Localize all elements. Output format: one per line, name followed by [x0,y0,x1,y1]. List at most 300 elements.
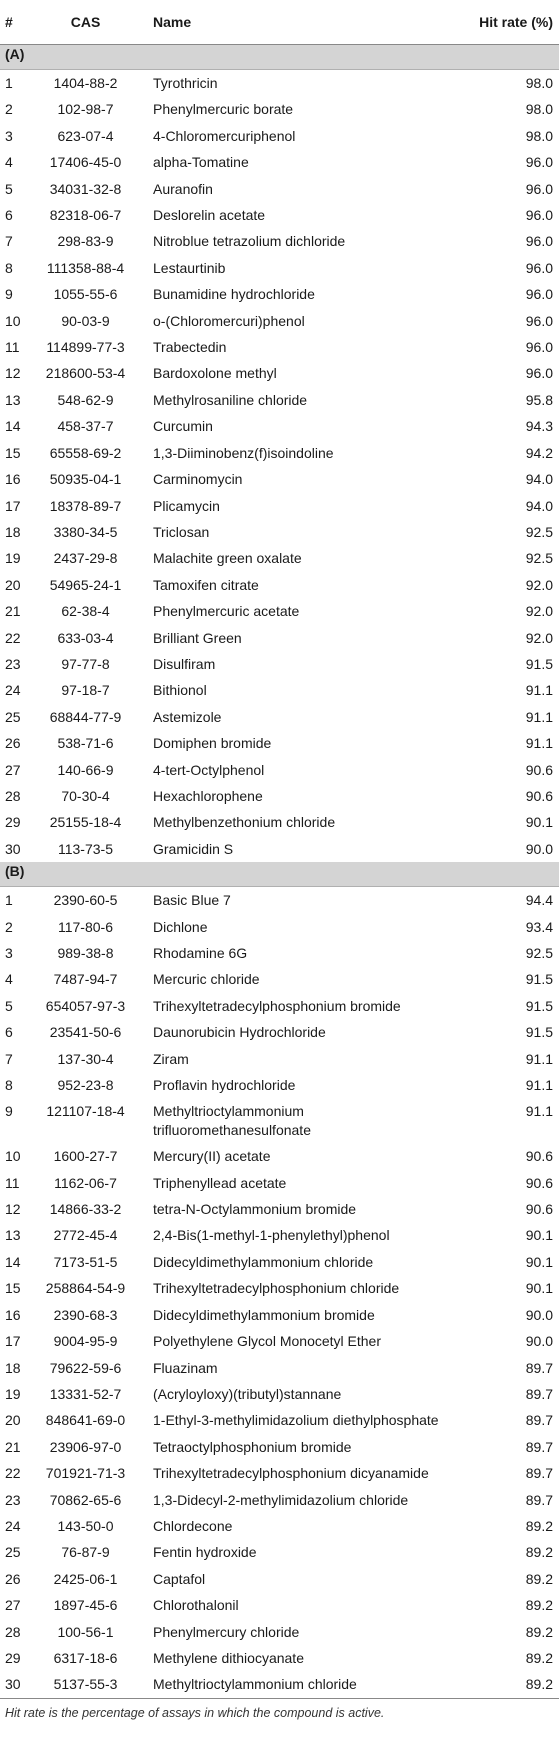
hit-rate: 92.5 [525,523,553,540]
table-row [0,202,559,228]
row-number: 3 [5,127,13,144]
compound-name: Bardoxolone methyl [153,365,277,382]
cas-number: 137-30-4 [57,1050,114,1067]
compound-name: Rhodamine 6G [153,945,248,961]
compound-name: Disulfiram [153,655,216,672]
table-row [0,598,559,624]
table-row [0,176,559,202]
table-row [0,1143,559,1169]
row-number: 6 [5,1024,13,1041]
row-number: 6 [5,207,13,224]
row-number: 9 [5,286,13,303]
compound-name: 1,3-Diiminobenz(f)isoindoline [153,444,334,461]
table-row [0,1249,559,1275]
table-row [0,1302,559,1328]
row-number: 7 [5,233,13,250]
compound-name: Didecyldimethylammonium bromide [153,1306,375,1323]
compound-name: Brilliant Green [153,629,242,646]
table-row [0,625,559,651]
table-row [0,1170,559,1196]
hit-rate: 92.0 [525,576,553,593]
table-row [0,1566,559,1592]
table-row [0,1381,559,1407]
table-row [0,704,559,730]
header-row [0,0,559,45]
cas-number: 140-66-9 [57,761,114,778]
table-row [0,1355,559,1381]
cas-number: 952-23-8 [57,1077,114,1094]
hit-rate: 89.7 [525,1359,553,1376]
cas-number: 7173-51-5 [53,1253,118,1270]
compound-name: Methylene dithiocyanate [153,1649,304,1666]
table-row [0,757,559,783]
cas-number: 97-77-8 [61,655,110,672]
compound-name: Phenylmercuric borate [153,101,294,118]
compound-name: Polyethylene Glycol Monocetyl Ether [153,1333,381,1350]
compound-name: Phenylmercury chloride [153,1623,300,1640]
compound-name: 2,4-Bis(1-methyl-1-phenylethyl)phenol [153,1227,390,1244]
table-row [0,360,559,386]
hit-rate: 98.0 [525,75,553,91]
hit-rate: 89.7 [525,1491,553,1508]
cas-number: 989-38-8 [57,945,114,961]
hit-rate: 90.6 [525,1174,553,1191]
compound-name: Proflavin hydrochloride [153,1077,296,1094]
table-row [0,1407,559,1433]
row-number: 13 [5,391,21,408]
row-number: 15 [5,1280,21,1297]
compound-name: (Acryloyloxy)(tributyl)stannane [153,1385,342,1402]
hit-rate: 89.7 [525,1385,553,1402]
row-number: 10 [5,312,21,329]
cas-number: 218600-53-4 [45,365,126,382]
hit-rate: 94.2 [525,444,553,461]
compound-name: Trihexyltetradecylphosphonium bromide [153,997,401,1014]
row-number: 13 [5,1227,21,1244]
hit-rate: 92.0 [525,603,553,620]
table-header [0,0,559,45]
cas-number: 113-73-5 [57,840,113,857]
table-row [0,1645,559,1671]
cas-number: 258864-54-9 [45,1280,126,1297]
compound-name: Malachite green oxalate [153,550,302,567]
row-number: 25 [5,708,21,725]
hit-rate: 96.0 [525,154,553,171]
table-row [0,545,559,571]
compound-name: Trabectedin [153,339,227,356]
hit-rate: 90.6 [525,761,553,778]
hit-rate: 89.7 [525,1465,553,1482]
row-number: 30 [5,840,21,857]
compound-name: Domiphen bromide [153,735,272,752]
cas-number: 62-38-4 [61,603,110,620]
compound-name: Methylbenzethonium chloride [153,814,336,831]
compound-name: Captafol [153,1570,206,1587]
hit-rate: 89.2 [525,1623,553,1640]
compound-name: Gramicidin S [153,840,234,857]
table-row [0,281,559,307]
row-number: 21 [5,603,21,620]
row-number: 16 [5,1306,21,1323]
table-row [0,1434,559,1460]
cas-number: 102-98-7 [57,101,114,118]
compound-name: Trihexyltetradecylphosphonium chloride [153,1280,400,1297]
cas-number: 9004-95-9 [53,1333,118,1350]
cas-number: 34031-32-8 [49,180,122,197]
compound-name: Nitroblue tetrazolium dichloride [153,233,346,250]
compound-name: Bunamidine hydrochloride [153,286,315,303]
row-number: 18 [5,523,21,540]
compound-name: Trihexyltetradecylphosphonium dicyanamide [153,1465,429,1482]
table-row [0,966,559,992]
hit-rate: 94.0 [525,471,553,488]
hit-rate: 91.5 [525,655,553,672]
table-row [0,70,559,97]
table-row [0,493,559,519]
cas-number: 100-56-1 [57,1623,114,1640]
hit-rate: 92.5 [525,945,553,961]
hit-rate: 90.1 [525,1253,553,1270]
table-row [0,440,559,466]
table-row [0,334,559,360]
compound-name: Tyrothricin [153,75,218,91]
hit-rate: 91.1 [525,1103,553,1120]
table-row [0,149,559,175]
section-header-row [0,862,559,887]
cas-number: 1055-55-6 [53,286,118,303]
hit-rate: 96.0 [525,339,553,356]
hit-rate: 89.2 [525,1570,553,1587]
compound-name: o-(Chloromercuri)phenol [153,312,305,329]
table-row [0,1275,559,1301]
table-row [0,466,559,492]
cas-number: 25155-18-4 [49,814,122,831]
row-number: 4 [5,971,13,988]
cas-number: 121107-18-4 [46,1103,125,1120]
cas-number: 76-87-9 [61,1544,110,1561]
row-number: 1 [5,892,13,909]
header-name: Name [143,0,461,45]
cas-number: 1162-06-7 [54,1174,117,1191]
hit-rate: 96.0 [525,233,553,250]
row-number: 5 [5,180,13,197]
compound-name: Ziram [153,1050,189,1067]
compound-name: tetra-N-Octylammonium bromide [153,1201,357,1218]
cas-number: 97-18-7 [61,682,110,699]
compound-name: Chlordecone [153,1517,233,1534]
row-number: 12 [5,365,21,382]
row-number: 2 [5,918,13,935]
table-row [0,1328,559,1354]
hit-rate: 91.5 [525,971,553,988]
compound-name: Didecyldimethylammonium chloride [153,1253,374,1270]
hit-rate: 96.0 [525,259,553,276]
cas-number: 2437-29-8 [53,550,118,567]
row-number: 26 [5,1570,21,1587]
compound-name: Triclosan [153,523,210,540]
row-number: 27 [5,761,21,778]
cas-number: 23906-97-0 [49,1438,122,1455]
hit-rate: 96.0 [525,207,553,224]
row-number: 25 [5,1544,21,1561]
row-number: 23 [5,1491,21,1508]
compound-name: 4-tert-Octylphenol [153,761,265,778]
compound-name: 1,3-Didecyl-2-methylimidazolium chloride [153,1491,409,1508]
row-number: 19 [5,550,21,567]
table-body [0,45,559,1699]
table-row [0,1072,559,1098]
row-number: 8 [5,1077,13,1094]
cas-number: 2390-68-3 [53,1306,118,1323]
compound-name: Plicamycin [153,497,220,514]
hit-rate: 90.1 [525,1280,553,1297]
row-number: 29 [5,814,21,831]
cas-number: 3380-34-5 [53,523,118,540]
table-row [0,1592,559,1618]
hit-rate: 98.0 [525,127,553,144]
cas-number: 18378-89-7 [49,497,122,514]
row-number: 22 [5,1465,21,1482]
hit-rate: 89.2 [525,1517,553,1534]
hit-rate: 92.0 [525,629,553,646]
row-number: 2 [5,101,13,118]
cas-number: 654057-97-3 [45,997,126,1014]
row-number: 14 [5,418,21,435]
row-number: 29 [5,1649,21,1666]
compound-name: Basic Blue 7 [153,892,231,909]
table-row [0,677,559,703]
section-header-row [0,45,559,70]
hit-rate: 89.2 [525,1544,553,1561]
compound-name: Dichlone [153,918,208,935]
table-row [0,1513,559,1539]
row-number: 26 [5,735,21,752]
hit-rate: 94.4 [525,892,553,909]
cas-number: 82318-06-7 [49,207,122,224]
hit-rate: 89.2 [525,1597,553,1614]
hit-rate: 91.1 [525,1050,553,1067]
section-label: (A) [0,45,559,70]
row-number: 10 [5,1148,21,1165]
table-row [0,1487,559,1513]
hit-rate: 91.1 [525,735,553,752]
compound-name: Tamoxifen citrate [153,576,259,593]
hit-rate: 91.1 [525,708,553,725]
cas-number: 548-62-9 [57,391,114,408]
cas-number: 538-71-6 [57,735,114,752]
compound-name: Methyltrioctylammonium trifluoromethanesulfonate [153,1103,311,1138]
table-row [0,1046,559,1072]
hit-rate: 89.7 [525,1412,553,1429]
table-row [0,1098,559,1143]
cas-number: 2390-60-5 [53,892,118,909]
row-number: 24 [5,1517,21,1534]
compound-name: Methylrosaniline chloride [153,391,308,408]
hit-rate: 90.6 [525,1201,553,1218]
hit-rate: 91.1 [525,682,553,699]
cas-number: 54965-24-1 [49,576,122,593]
compound-name: 4-Chloromercuriphenol [153,127,296,144]
compound-name: Hexachlorophene [153,787,263,804]
row-number: 20 [5,1412,21,1429]
hit-rate: 91.1 [525,1077,553,1094]
hit-rate: 89.2 [461,1671,559,1698]
cas-number: 6317-18-6 [53,1649,118,1666]
cas-number: 143-50-0 [57,1517,114,1534]
hit-rate: 89.2 [525,1649,553,1666]
row-number: 30 [0,1671,28,1698]
row-number: 27 [5,1597,21,1614]
compound-name: Daunorubicin Hydrochloride [153,1024,326,1041]
table-row [0,255,559,281]
compound-name: Astemizole [153,708,222,725]
row-number: 11 [5,339,20,356]
cas-number: 117-80-6 [57,918,113,935]
compound-name: Lestaurtinib [153,259,226,276]
table-row [0,413,559,439]
cas-number: 458-37-7 [57,418,114,435]
cas-number: 68844-77-9 [49,708,122,725]
table-row [0,1671,559,1698]
row-number: 21 [5,1438,21,1455]
cas-number: 2425-06-1 [53,1570,118,1587]
table-row [0,96,559,122]
cas-number: 1404-88-2 [53,75,118,91]
row-number: 1 [5,75,13,91]
row-number: 3 [5,945,13,961]
cas-number: 2772-45-4 [53,1227,118,1244]
table-row [0,809,559,835]
hit-rate: 90.6 [525,1148,553,1165]
table-row [0,651,559,677]
row-number: 28 [5,1623,21,1640]
compound-name: Tetraoctylphosphonium bromide [153,1438,352,1455]
row-number: 8 [5,259,13,276]
hit-rate: 98.0 [525,101,553,118]
compound-name: alpha-Tomatine [153,154,249,171]
cas-number: 79622-59-6 [49,1359,122,1376]
compound-name: Phenylmercuric acetate [153,603,300,620]
table-row [0,1460,559,1486]
hit-rate: 96.0 [525,286,553,303]
hit-rate: 96.0 [525,365,553,382]
row-number: 7 [5,1050,13,1067]
row-number: 5 [5,997,13,1014]
compound-name: 1-Ethyl-3-methylimidazolium diethylphosphate [153,1412,439,1429]
table-row [0,1222,559,1248]
table-row [0,783,559,809]
cas-number: 848641-69-0 [45,1412,126,1429]
table-row [0,387,559,413]
hit-rate: 96.0 [525,312,553,329]
header-cas: CAS [28,0,143,45]
compound-name: Mercury(II) acetate [153,1148,271,1165]
row-number: 11 [5,1174,20,1191]
cas-number: 7487-94-7 [53,971,118,988]
row-number: 17 [5,497,21,514]
row-number: 19 [5,1385,21,1402]
compound-name: Mercuric chloride [153,971,260,988]
cas-number: 701921-71-3 [45,1465,126,1482]
cas-number: 70-30-4 [61,787,110,804]
table-row [0,228,559,254]
cas-number: 633-03-4 [57,629,114,646]
compound-name: Auranofin [153,180,213,197]
cas-number: 70862-65-6 [49,1491,122,1508]
row-number: 16 [5,471,21,488]
row-number: 15 [5,444,21,461]
cas-number: 111358-88-4 [46,259,125,276]
cas-number: 17406-45-0 [49,154,122,171]
hit-rate: 91.5 [525,1024,553,1041]
row-number: 20 [5,576,21,593]
hit-rate: 90.1 [525,814,553,831]
table-row [0,519,559,545]
row-number: 24 [5,682,21,699]
hit-rate: 90.1 [525,1227,553,1244]
cas-number: 5137-55-3 [28,1671,143,1698]
cas-number: 23541-50-6 [49,1024,122,1041]
table-row [0,887,559,914]
cas-number: 298-83-9 [57,233,114,250]
hit-rate: 95.8 [525,391,553,408]
compound-name: Curcumin [153,418,213,435]
compound-name: Carminomycin [153,471,243,488]
compound-name: Fluazinam [153,1359,218,1376]
table-row [0,572,559,598]
hit-rate: 90.0 [525,1306,553,1323]
hit-rate: 90.0 [525,840,553,857]
header-number: # [0,0,28,45]
hit-rate: 94.0 [525,497,553,514]
cas-number: 90-03-9 [61,312,110,329]
hit-rate: 96.0 [525,180,553,197]
hit-rate: 90.6 [525,787,553,804]
table-row [0,940,559,966]
hit-rate: 94.3 [525,418,553,435]
hit-rate: 89.7 [525,1438,553,1455]
cas-number: 14866-33-2 [49,1201,122,1218]
row-number: 28 [5,787,21,804]
table-row [0,914,559,940]
hit-rate: 92.5 [525,550,553,567]
table-row [0,836,559,862]
compound-name: Fentin hydroxide [153,1544,257,1561]
hit-rate: 93.4 [525,918,553,935]
cas-number: 114899-77-3 [46,339,125,356]
row-number: 12 [5,1201,21,1218]
row-number: 22 [5,629,21,646]
table-row [0,123,559,149]
header-hit-rate: Hit rate (%) [461,0,559,45]
row-number: 17 [5,1333,21,1350]
table-row [0,1619,559,1645]
compound-name: Chlorothalonil [153,1597,239,1614]
table-row [0,1539,559,1565]
section-label: (B) [0,862,559,887]
row-number: 9 [5,1103,13,1120]
compound-name: Triphenyllead acetate [153,1174,287,1191]
hit-rate: 91.5 [525,997,553,1014]
table-row [0,1196,559,1222]
compound-name: Methyltrioctylammonium chloride [143,1671,461,1698]
footnote: Hit rate is the percentage of assays in which the compound is active. [5,1705,385,1720]
cas-number: 65558-69-2 [49,444,122,461]
cas-number: 1600-27-7 [53,1148,118,1165]
row-number: 4 [5,154,13,171]
row-number: 14 [5,1253,21,1270]
hit-rate: 90.0 [525,1333,553,1350]
